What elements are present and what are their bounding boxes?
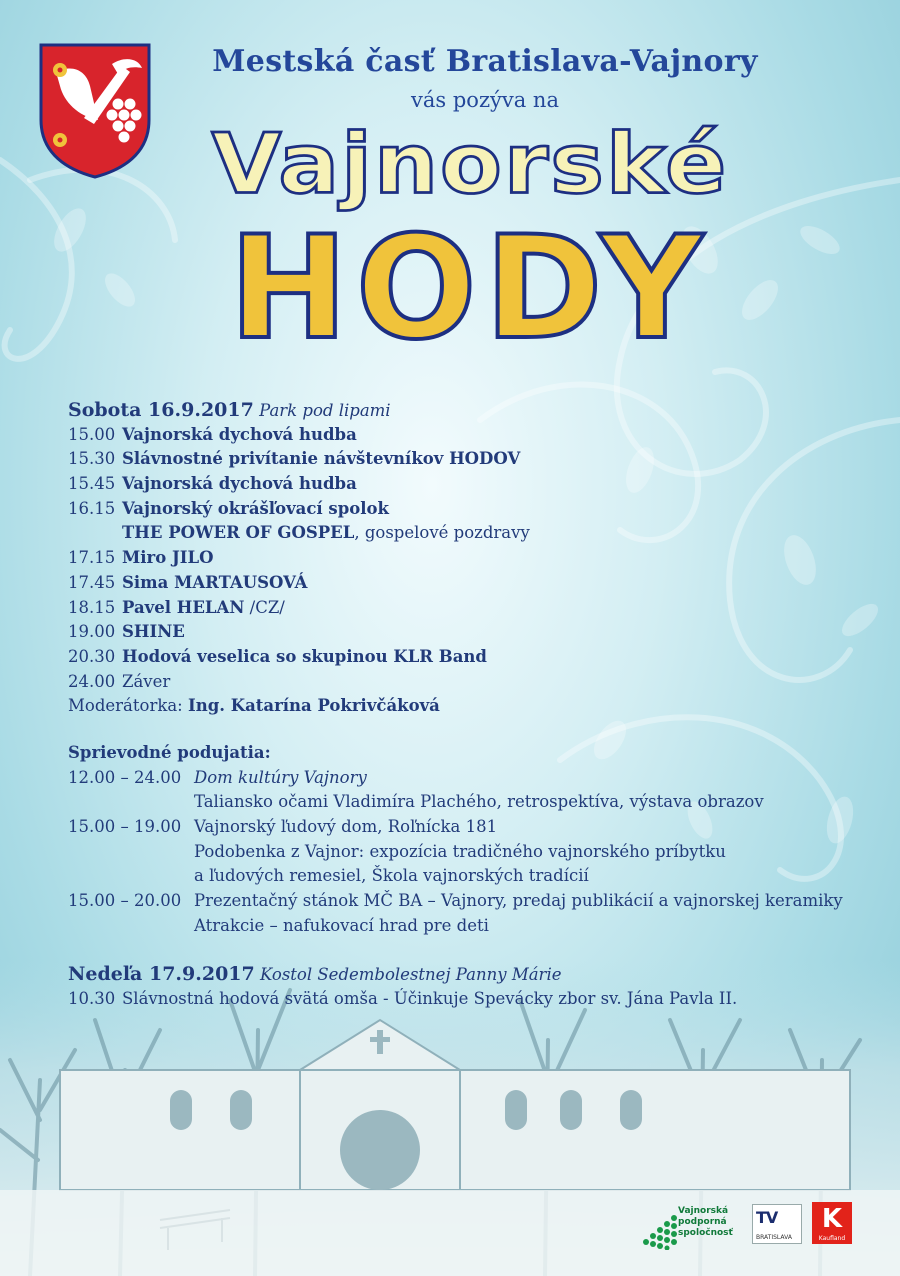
program-text: Vajnorský okrášľovací spolok (122, 498, 389, 518)
program-text: Slávnostná hodová svätá omša - Účinkuje Spevácky zbor sv. Jána Pavla II. (122, 989, 738, 1009)
spacer (68, 938, 888, 962)
tv-logo-main: TV (756, 1208, 778, 1227)
program (68, 398, 888, 1012)
side-events-heading: Sprievodné podujatia: (68, 742, 271, 762)
program-item (68, 571, 888, 596)
program-item (68, 497, 888, 522)
program-time: 16.15 (68, 498, 116, 518)
vps-logo-text: Vajnorská podporná spoločnosť (678, 1206, 733, 1238)
program-item (68, 546, 888, 571)
kaufland-logo-letter: K (821, 1204, 843, 1234)
program-item-gospel (68, 521, 888, 546)
program-time: 15.30 (68, 449, 116, 469)
side-event (68, 766, 888, 791)
invite-text: vás pozýva na (411, 88, 559, 112)
program-item (68, 670, 888, 695)
program-time: 24.00 (68, 671, 116, 691)
program-time: 17.45 (68, 572, 116, 592)
sunday-date: Nedeľa 17.9.2017 (68, 963, 255, 986)
program-time: 15.45 (68, 474, 116, 494)
kaufland-logo-sub: Kaufland (818, 1235, 846, 1242)
coat-of-arms-icon (38, 42, 152, 180)
program-suffix: /CZ/ (244, 597, 285, 617)
moderator (68, 694, 888, 719)
saturday-place: Park pod lipami (259, 401, 391, 420)
program-time: 17.15 (68, 548, 116, 568)
gospel-rest: , gospelové pozdravy (354, 523, 530, 543)
saturday-date: Sobota 16.9.2017 (68, 399, 254, 421)
gospel-name: THE POWER OF GOSPEL (122, 523, 355, 543)
program-item (68, 596, 888, 621)
side-event-place: Vajnorský ľudový dom, Roľnícka 181 (194, 817, 498, 836)
program-time: 19.00 (68, 622, 116, 642)
moderator-label: Moderátorka: (68, 696, 183, 716)
spacer (68, 719, 888, 741)
program-text: Sima MARTAUSOVÁ (122, 572, 308, 592)
event-title-line1: Vajnorské (211, 116, 729, 213)
side-event-desc: Podobenka z Vajnor: expozícia tradičného vajnorského príbytku (194, 841, 726, 861)
sunday-heading (68, 962, 888, 987)
sunday-place: Kostol Sedembolestnej Panny Márie (260, 965, 562, 985)
program-time: 20.30 (68, 646, 116, 666)
program-time: 15.00 (68, 424, 116, 444)
organizer-title: Mestská časť Bratislava-Vajnory (212, 44, 758, 79)
side-event-time: 12.00 – 24.00 (68, 767, 182, 787)
moderator-name: Ing. Katarína Pokrivčáková (187, 696, 440, 716)
program-item (68, 620, 888, 645)
sponsor-logos (640, 1198, 890, 1254)
side-event-desc: Atrakcie – nafukovací hrad pre deti (194, 915, 489, 935)
side-event (68, 889, 888, 914)
program-text: SHINE (122, 622, 185, 642)
program-text: Pavel HELAN (122, 597, 245, 617)
side-event-time: 15.00 – 20.00 (68, 891, 182, 911)
side-event-desc: Prezentačný stánok MČ BA – Vajnory, predaj publikácií a vajnorskej keramiky (194, 891, 843, 911)
tv-bratislava-logo (752, 1204, 802, 1244)
side-event-desc: Taliansko očami Vladimíra Plachého, retrospektíva, výstava obrazov (194, 792, 764, 812)
event-title-line2: HODY (229, 206, 711, 371)
program-text: Vajnorská dychová hudba (122, 424, 357, 444)
program-item (68, 472, 888, 497)
program-text: Hodová veselica so skupinou KLR Band (122, 646, 487, 666)
program-item (68, 423, 888, 448)
tv-logo-sub: BRATISLAVA (756, 1234, 792, 1241)
side-event-time: 15.00 – 19.00 (68, 817, 182, 836)
program-item (68, 447, 888, 472)
program-time: 10.30 (68, 989, 116, 1009)
program-text: Záver (122, 671, 171, 691)
program-text: Miro JILO (122, 548, 214, 568)
program-time: 18.15 (68, 597, 116, 617)
program-text: Vajnorská dychová hudba (122, 474, 357, 494)
program-item (68, 987, 888, 1012)
side-event-desc: a ľudových remesiel, Škola vajnorských tradícií (194, 866, 589, 886)
program-text: Slávnostné privítanie návštevníkov HODOV (122, 449, 521, 469)
program-item (68, 645, 888, 670)
side-event (68, 815, 888, 840)
side-event-place: Dom kultúry Vajnory (194, 767, 367, 787)
kaufland-logo (812, 1202, 852, 1244)
saturday-heading (68, 398, 888, 423)
